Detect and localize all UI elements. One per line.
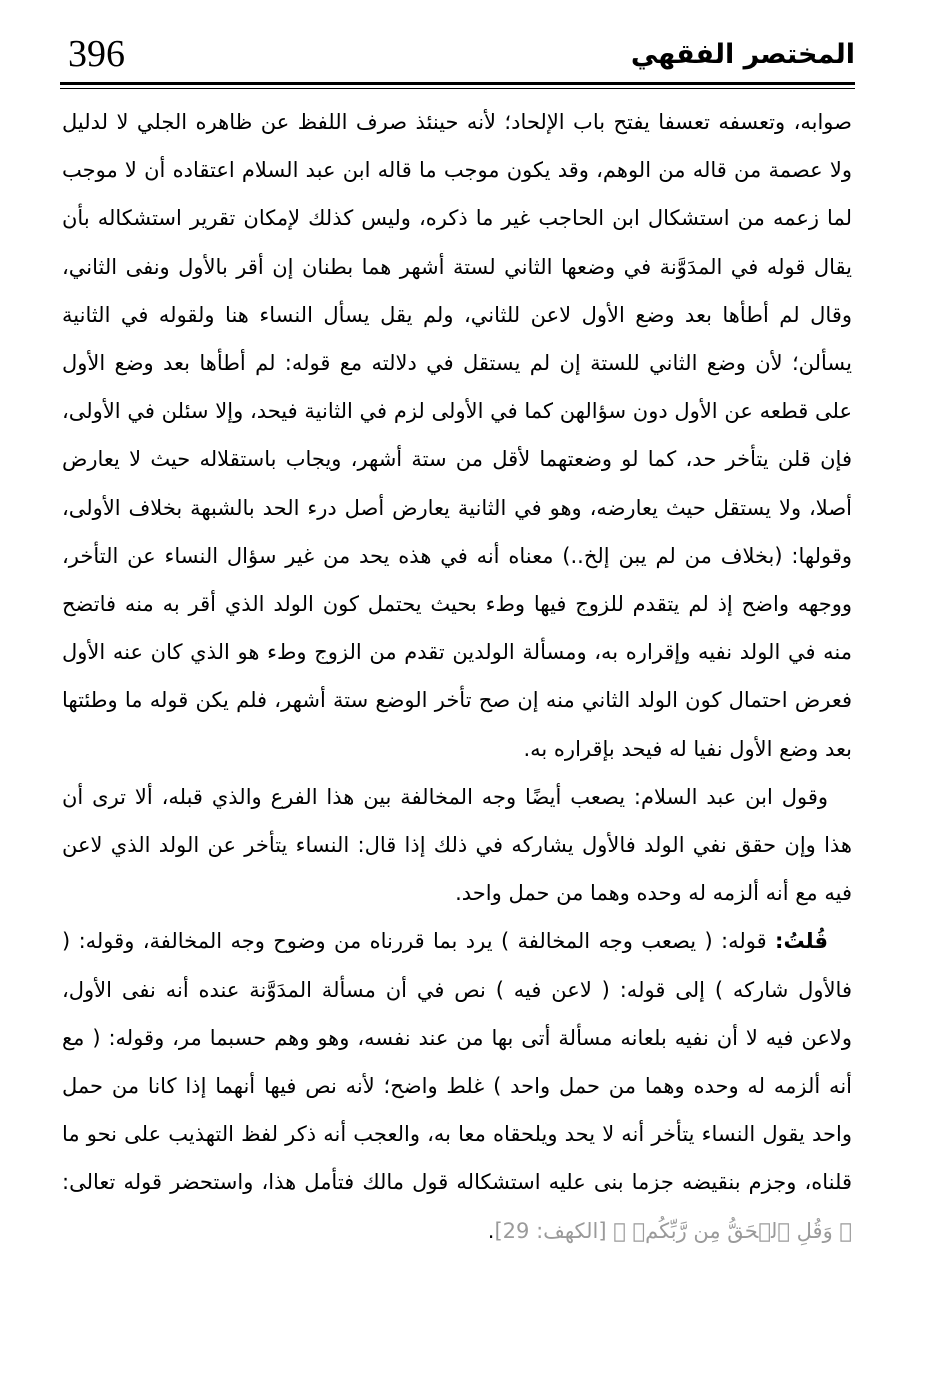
page-header xyxy=(60,30,855,90)
running-title: المختصر الفقهي xyxy=(630,39,855,70)
header-rule xyxy=(60,82,855,85)
paragraph-3-body: قوله: ( يصعب وجه المخالفة ) يرد بما قررناه من وضوح وجه المخالفة، وقوله: ( فالأول شاركه ) إلى قوله: ( لاعن فيه ) نص في أن مسألة المدَوَّنة عنده أنه نفى الأول، ولاعن فيه لا أن نفيه بلعانه مسألة أتى بها من عند نفسه، وهو وهم حسبما مر، وقوله: ( مع أنه ألزمه له وحده وهما من حمل واحد ) غلط واضح؛ لأنه نص فيها أنهما إذا كانا من حمل واحد يقول النساء يتأخر أنه لا يحد ويلحقاه معا به، والعجب أنه ذكر لفظ التهذيب على نحو ما قلناه، وجزم بنقيضه جزما بنى عليه استشكاله قول مالك فتأمل هذا، واستحضر قوله تعالى: xyxy=(62,929,852,1195)
verse-reference: [الكهف: 29] xyxy=(494,1218,614,1243)
qultu-marker: قُلتُ: xyxy=(775,929,828,954)
quran-verse: ﴿ وَقُلِ ٱلۡحَقُّ مِن رَّبِّكُمۡ ﴾ xyxy=(613,1218,852,1243)
paragraph-3 xyxy=(62,917,852,1254)
paragraph-2: وقول ابن عبد السلام: يصعب أيضًا وجه المخالفة بين هذا الفرع والذي قبله، ألا ترى أن هذا وإن حقق نفي الولد فالأول يشاركه في ذلك إذا قال: النساء يتأخر عن الولد الذي لاعن فيه مع أنه ألزمه له وحده وهما من حمل واحد. xyxy=(62,784,852,906)
paragraph-1: صوابه، وتعسفه تعسفا يفتح باب الإلحاد؛ لأنه حينئذ صرف اللفظ عن ظاهره الجلي لا لدليل ولا عصمة من قاله من الوهم، وقد يكون موجب ما قاله ابن عبد السلام اعتقاده أن لا موجب لما زعمه من استشكال ابن الحاجب غير ما ذكره، وليس كذلك لإمكان تقرير استشكاله بأن يقال قوله في المدَوَّنة في وضعها الثاني لستة أشهر هما بطنان إن أقر بالأول ونفى الثاني، وقال لم أطأها بعد وضع الأول لاعن للثاني، ولم يقل يسأل النساء هنا ولقوله في الثانية يسألن؛ لأن وضع الثاني للستة إن لم يستقل في دلالته مع قوله: لم أطأها بعد وضع الأول على قطعه عن الأول دون سؤالهن كما في الأولى لزم في الثانية فيحد، وإلا سئلن في الأولى، فإن قلن يتأخر حد، كما لو وضعتهما لأقل من ستة أشهر، ويجاب باستقلاله حيث لا يعارض أصلا، ولا يستقل حيث يعارضه، وهو في الثانية يعارض أصل درء الحد بالشبهة بخلاف الأولى، وقولها: (بخلاف من لم يبن إلخ..) معناه أنه في هذه يحد من غير سؤال النساء عن التأخر، ووجهه واضح إذ لم يتقدم للزوج فيها وطء بحيث يحتمل كون الولد الذي أقر به منه فاتضح منه في الولد نفيه وإقراره به، ومسألة الولدين تقدم من الزوج وطء هو الذي كان عنه الأول فعرض احتمال كون الولد الثاني منه إن صح تأخر الوضع ستة أشهر، فلم يكن قوله ما وطئتها بعد وضع الأول نفيا له فيحد بإقراره به. xyxy=(62,110,852,761)
header-rule-thin xyxy=(60,88,855,89)
paragraph-3-end: . xyxy=(487,1218,495,1243)
body-text xyxy=(62,98,852,1255)
page-number: 396 xyxy=(68,33,125,75)
